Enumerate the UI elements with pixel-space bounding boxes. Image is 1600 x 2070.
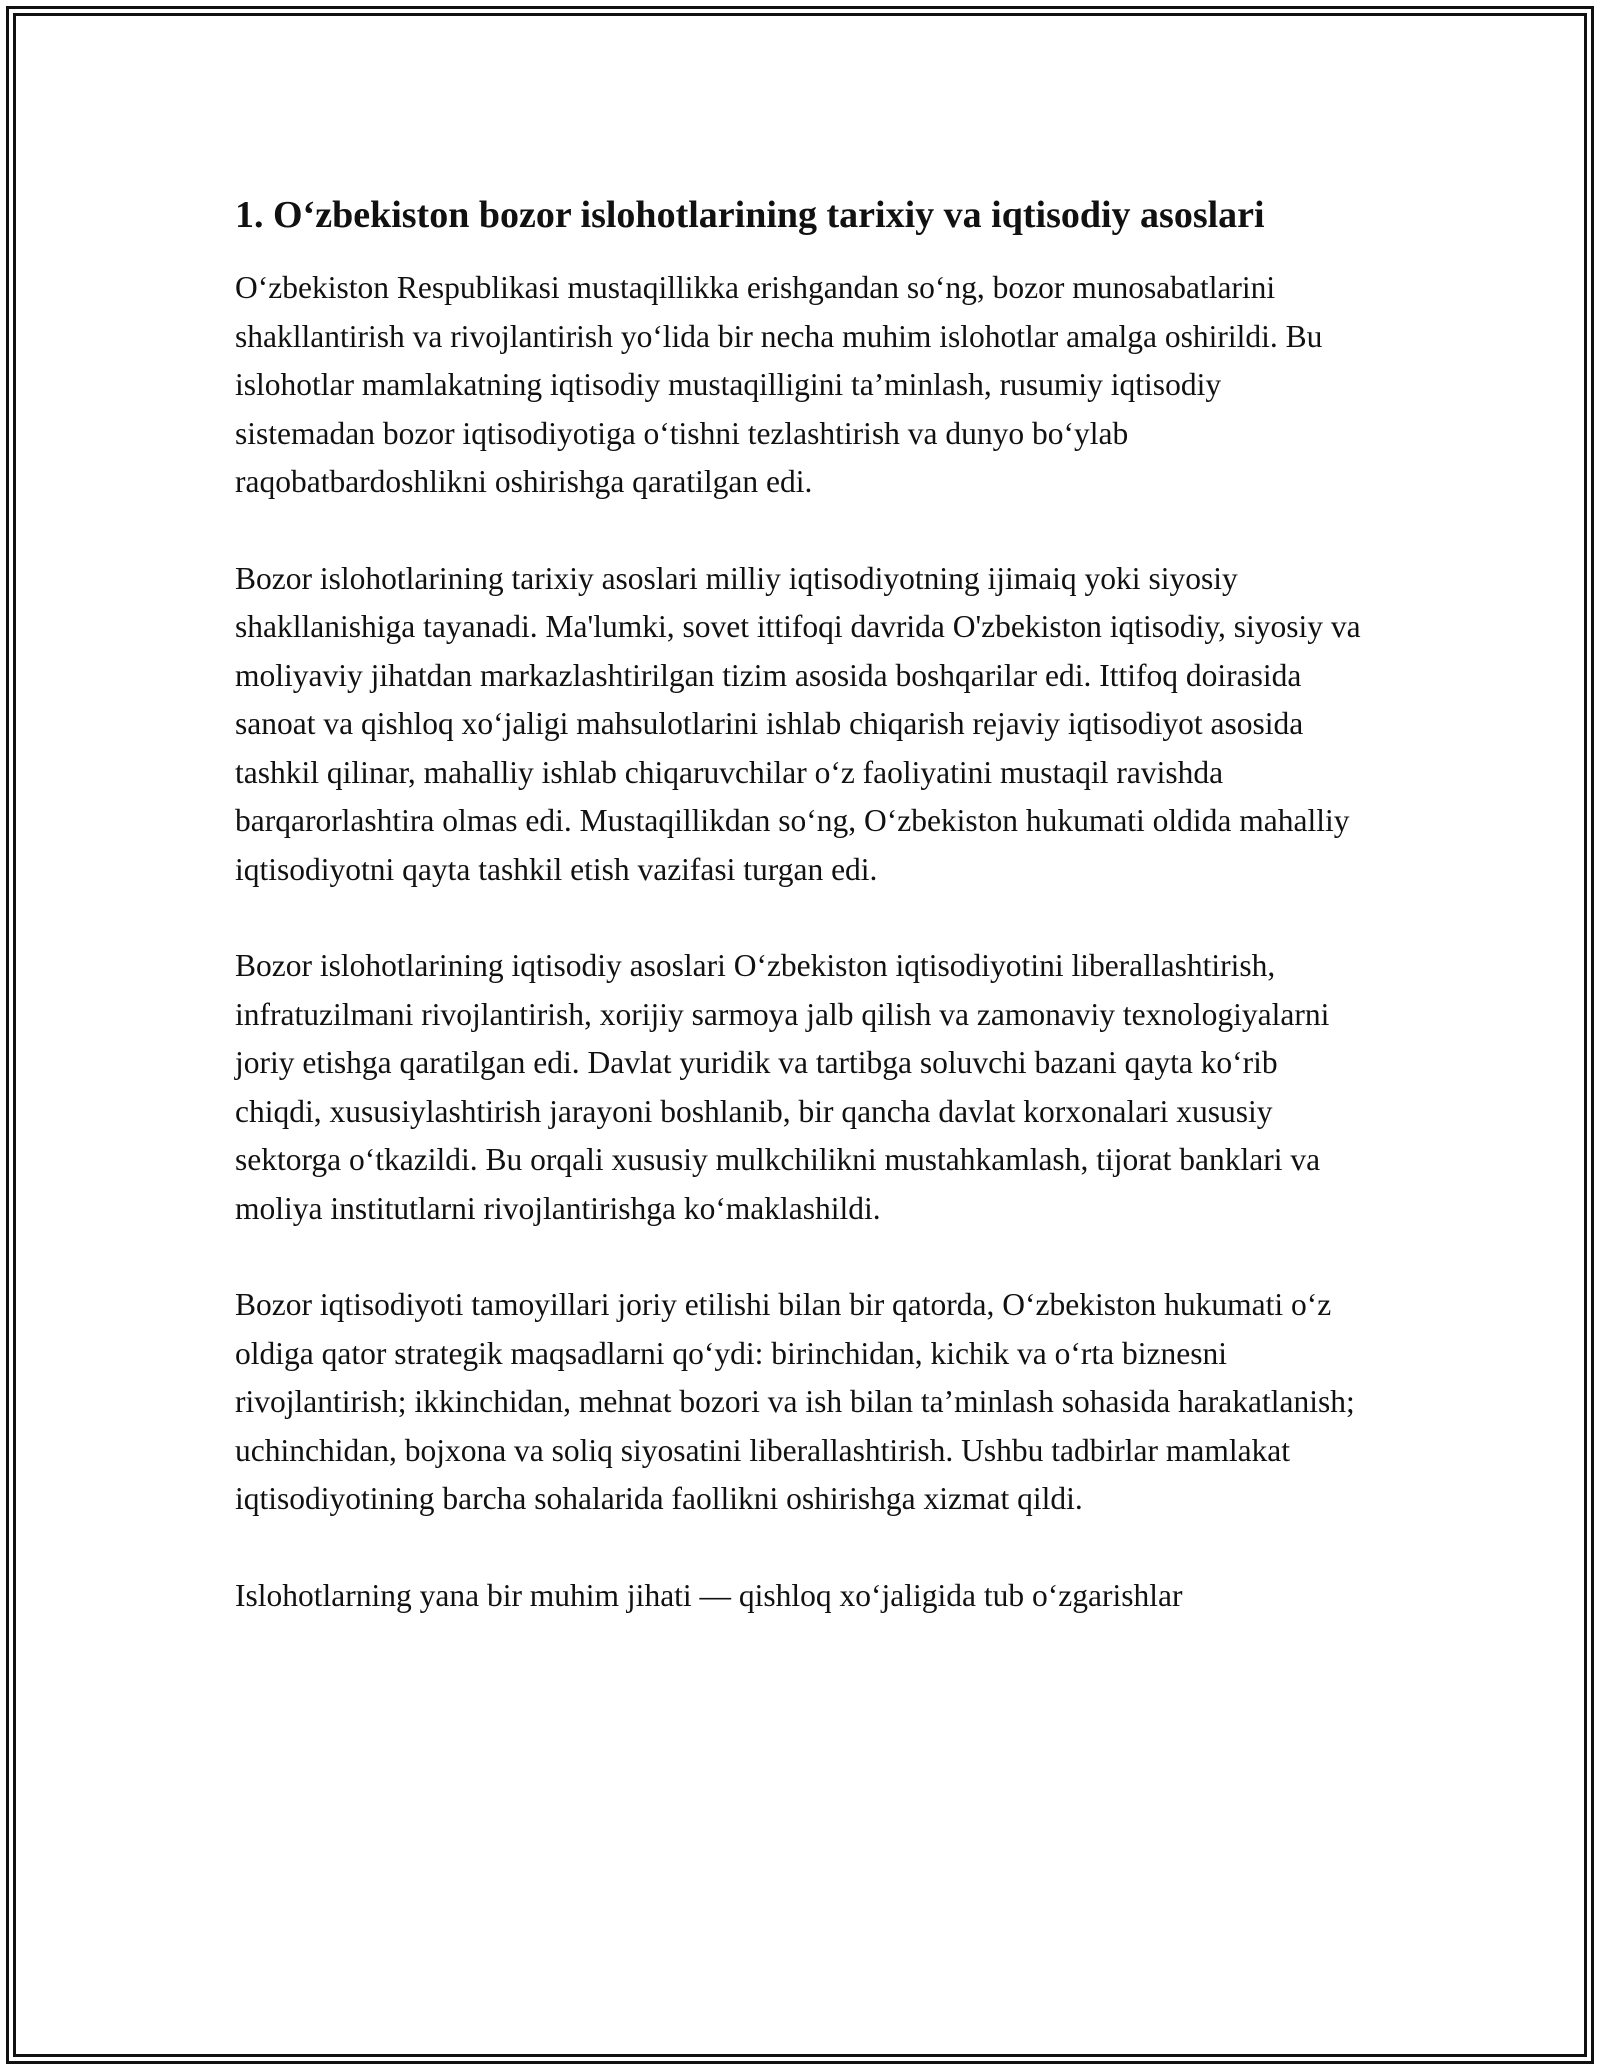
paragraph-1: O‘zbekiston Respublikasi mustaqillikka erishgandan so‘ng, bozor munosabatlarini shakllantirish va rivojlantirish yo‘lida bir necha muhim islohotlar amalga oshirildi. Bu islohotlar mamlakatning iqtisodiy mustaqilligini ta’minlash, rusumiy iqtisodiy sistemadan bozor iqtisodiyotiga o‘tishni tezlashtirish va dunyo bo‘ylab raqobatbardoshlikni oshirishga qaratilgan edi. (235, 270, 1323, 499)
paragraph-3: Bozor islohotlarining iqtisodiy asoslari O‘zbekiston iqtisodiyotini liberallashtirish, infratuzilmani rivojlantirish, xorijiy sarmoya jalb qilish va zamonaviy texnologiyalarni joriy etishga qaratilgan edi. Davlat yuridik va tartibga soluvchi bazani qayta ko‘rib chiqdi, xususiylashtirish jarayoni boshlanib, bir qancha davlat korxonalari xususiy sektorga o‘tkazildi. Bu orqali xususiy mulkchilikni mustahkamlash, tijorat banklari va moliya institutlarni rivojlantirishga ko‘maklashildi. (235, 948, 1330, 1226)
paragraph-2: Bozor islohotlarining tarixiy asoslari milliy iqtisodiyotning ijimaiq yoki siyosiy shakllanishiga tayanadi. Ma'lumki, sovet ittifoqi davrida O'zbekiston iqtisodiy, siyosiy va moliyaviy jihatdan markazlashtirilgan tizim asosida boshqarilar edi. Ittifoq doirasida sanoat va qishloq xo‘jaligi mahsulotlarini ishlab chiqarish rejaviy iqtisodiyot asosida tashkil qilinar, mahalliy ishlab chiqaruvchilar o‘z faoliyatini mustaqil ravishda barqarorlashtira olmas edi. Mustaqillikdan so‘ng, O‘zbekiston hukumati oldida mahalliy iqtisodiyotni qayta tashkil etish vazifasi turgan edi. (235, 560, 1361, 887)
document-body (235, 188, 1365, 1668)
paragraph-5: Islohotlarning yana bir muhim jihati — qishloq xo‘jaligida tub o‘zgarishlar (235, 1577, 1183, 1613)
paragraph-4: Bozor iqtisodiyoti tamoyillari joriy etilishi bilan bir qatorda, O‘zbekiston hukumati o‘z oldiga qator strategik maqsadlarni qo‘ydi: birinchidan, kichik va o‘rta biznesni rivojlantirish; ikkinchidan, mehnat bozori va ish bilan ta’minlash sohasida harakatlanish; uchinchidan, bojxona va soliq siyosatini liberallashtirish. Ushbu tadbirlar mamlakat iqtisodiyotining barcha sohalarida faollikni oshirishga xizmat qildi. (235, 1287, 1355, 1516)
section-heading: 1. O‘zbekiston bozor islohotlarining tarixiy va iqtisodiy asoslari (235, 194, 1265, 236)
